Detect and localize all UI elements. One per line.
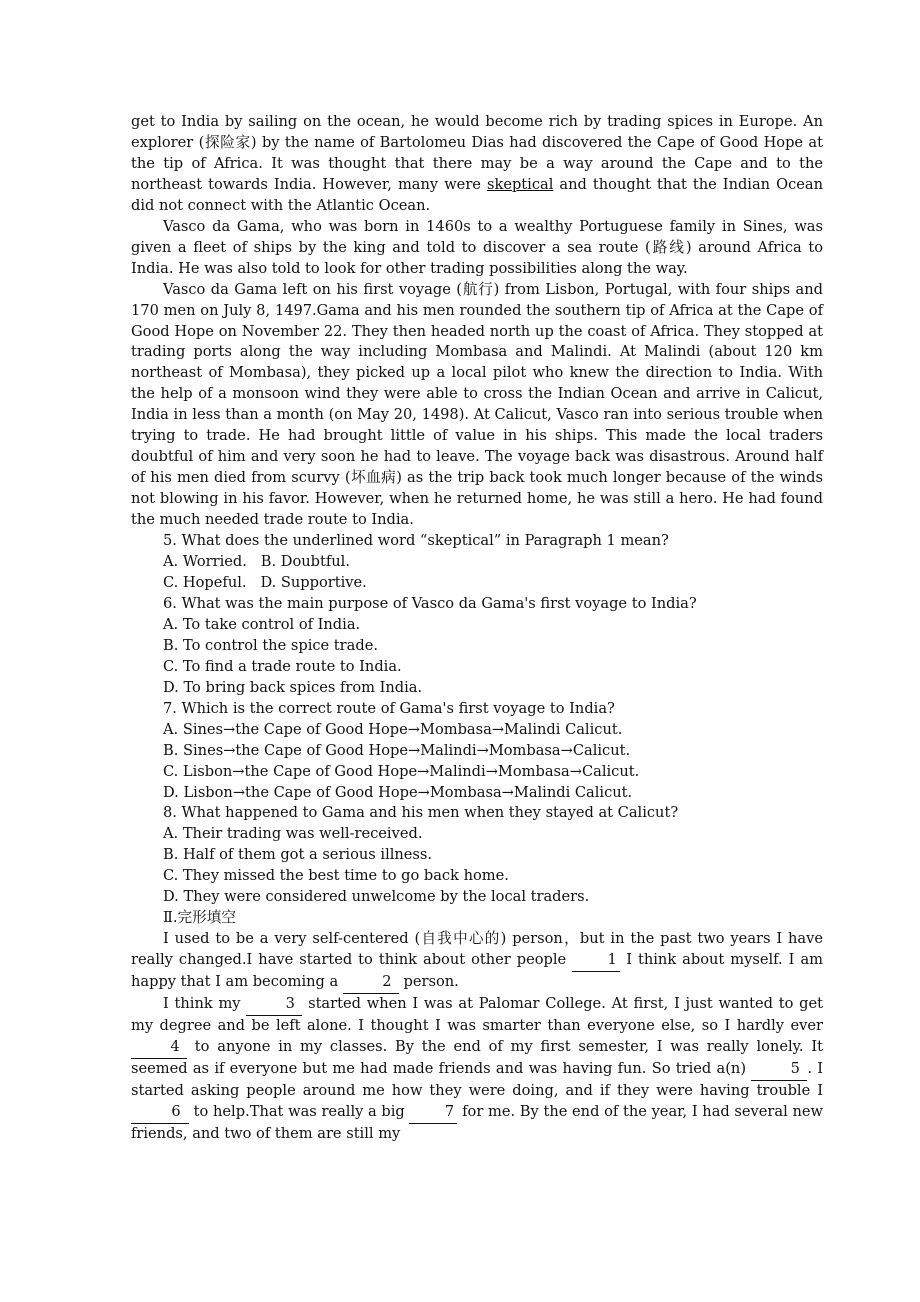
cloze-blank-1: 1 bbox=[572, 950, 620, 972]
cloze-text: for me. By the end of the year, I had several new friends, and two of them are still my bbox=[131, 1102, 823, 1142]
cloze-text: I think my bbox=[163, 995, 247, 1013]
cloze-text: I think about myself. I am happy that I am becoming a bbox=[131, 951, 823, 991]
question-8 bbox=[131, 803, 823, 908]
paragraph-text: and thought that the Indian Ocean did not connect with the Atlantic Ocean. bbox=[131, 175, 823, 214]
question-option: A. Their trading was well-received. bbox=[163, 825, 423, 843]
question-option: C. They missed the best time to go back home. bbox=[163, 867, 509, 885]
question-stem: 6. What was the main purpose of Vasco da Gama's first voyage to India? bbox=[163, 594, 697, 612]
cloze-blank-5: 5 bbox=[751, 1059, 807, 1081]
question-stem: 8. What happened to Gama and his men when they stayed at Calicut? bbox=[163, 804, 679, 822]
question-option: B. Sines→the Cape of Good Hope→Malindi→Mombasa→Calicut. bbox=[163, 741, 631, 759]
question-option: A. Sines→the Cape of Good Hope→Mombasa→Malindi Calicut. bbox=[163, 720, 623, 738]
cloze-paragraph-1 bbox=[131, 929, 823, 994]
document-page bbox=[131, 112, 823, 1145]
cloze-blank-7: 7 bbox=[409, 1102, 457, 1124]
question-option: D. Lisbon→the Cape of Good Hope→Mombasa→Malindi Calicut. bbox=[163, 783, 633, 801]
question-option: C. To find a trade route to India. bbox=[163, 657, 402, 675]
cloze-blank-4: 4 bbox=[131, 1037, 187, 1059]
question-option: D. They were considered unwelcome by the local traders. bbox=[163, 888, 590, 906]
cloze-blank-2: 2 bbox=[343, 972, 399, 994]
underlined-word: skeptical bbox=[486, 175, 554, 193]
paragraph-text: get to India by sailing on the ocean, he would become rich by trading spices in Europe. An explorer (探险家) by the name of Bartolomeu Dias had discovered the Cape of Good Hope at the tip of Africa. It was thought that there may be a way around the Cape and to the northeast towards India. However, many were bbox=[131, 113, 823, 193]
question-7 bbox=[131, 699, 823, 804]
question-option: D. To bring back spices from India. bbox=[163, 678, 423, 696]
question-stem: 7. Which is the correct route of Gama's first voyage to India? bbox=[163, 699, 615, 717]
cloze-text: I used to be a very self-centered (自我中心的) person，but in the past two years I have really changed.I have started to think about other people bbox=[131, 930, 823, 969]
cloze-text: started when I was at Palomar College. At first, I just wanted to get my degree and be left alone. I thought I was smarter than everyone else, so I hardly ever bbox=[131, 995, 823, 1034]
question-option: B. Half of them got a serious illness. bbox=[163, 846, 433, 864]
cloze-blank-3: 3 bbox=[246, 994, 302, 1016]
cloze-text: to anyone in my classes. By the end of my first semester, I was really lonely. It seemed as if everyone but me had made friends and was having fun. So tried a(n) bbox=[131, 1037, 823, 1077]
cloze-paragraph-2 bbox=[131, 994, 823, 1145]
cloze-blank-6: 6 bbox=[131, 1102, 189, 1124]
question-6 bbox=[131, 594, 823, 699]
question-stem: 5. What does the underlined word “skeptical” in Paragraph 1 mean? bbox=[163, 532, 669, 550]
question-option: C. Lisbon→the Cape of Good Hope→Malindi→Mombasa→Calicut. bbox=[163, 762, 640, 780]
cloze-text: person. bbox=[398, 973, 459, 991]
question-option: C. Hopeful. D. Supportive. bbox=[163, 573, 367, 591]
question-option: A. To take control of India. bbox=[163, 615, 361, 633]
cloze-text: to help.That was really a big bbox=[189, 1102, 410, 1120]
question-5 bbox=[131, 531, 823, 594]
passage-paragraph-2: Vasco da Gama, who was born in 1460s to a wealthy Portuguese family in Sines, was given a fleet of ships by the king and told to discover a sea route (路线) around Africa to India. He was also told to look for other trading possibilities along the way. bbox=[131, 217, 823, 277]
cloze-text: . I started asking people around me how they were doing, and if they were having trouble I bbox=[131, 1059, 823, 1099]
passage-paragraph-3: Vasco da Gama left on his first voyage (航行) from Lisbon, Portugal, with four ships and 170 men on July 8, 1497.Gama and his men rounded the southern tip of Africa at the Cape of Good Hope on November 22. They then headed north up the coast of Africa. They stopped at trading ports along the way including Mombasa and Malindi. At Malindi (about 120 km northeast of Mombasa), they picked up a local pilot who knew the direction to India. With the help of a monsoon wind they were able to cross the Indian Ocean and arrive in Calicut, India in less than a month (on May 20, 1498). At Calicut, Vasco ran into serious trouble when trying to trade. He had brought little of value in his ships. This made the local traders doubtful of him and very soon he had to leave. The voyage back was disastrous. Around half of his men died from scurvy (坏血病) as the trip back took much longer because of the winds not blowing in his favor. However, when he returned home, he was still a hero. He had found the much needed trade route to India. bbox=[131, 280, 823, 529]
section-heading: Ⅱ.完形填空 bbox=[163, 909, 236, 927]
question-option: A. Worried. B. Doubtful. bbox=[163, 553, 350, 571]
question-option: B. To control the spice trade. bbox=[163, 636, 378, 654]
passage-paragraph-1 bbox=[131, 112, 823, 217]
